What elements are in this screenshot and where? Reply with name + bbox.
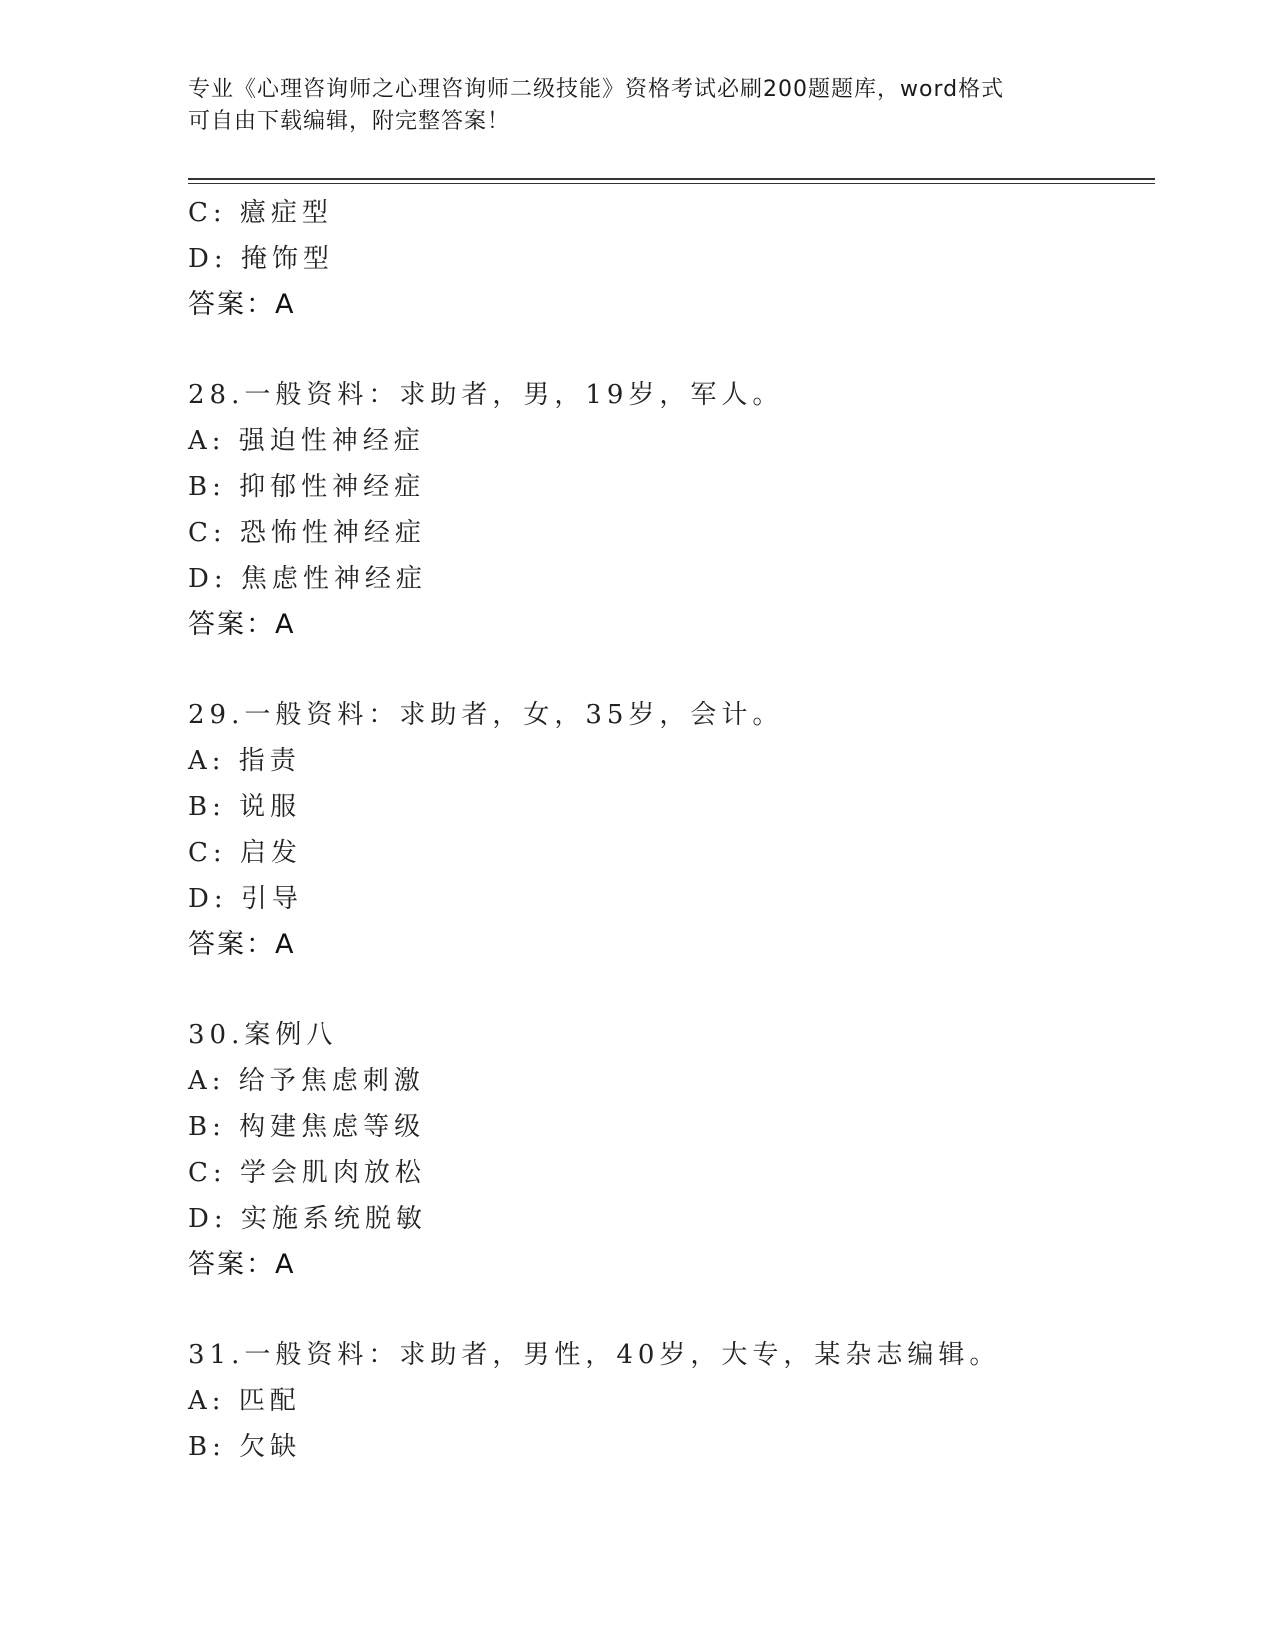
question-stem: 30.案例八 <box>188 1020 338 1050</box>
option-a: A: 指责 <box>188 746 301 776</box>
option-c: C: 恐怖性神经症 <box>188 518 426 548</box>
question-stem: 29.一般资料：求助者，女，35岁，会计。 <box>188 700 784 730</box>
header-title-line-2: 可自由下载编辑，附完整答案！ <box>188 109 511 134</box>
question-stem: 31.一般资料：求助者，男性，40岁，大专，某杂志编辑。 <box>188 1340 1001 1370</box>
question-stem: 28.一般资料：求助者，男，19岁，军人。 <box>188 380 784 410</box>
spacer <box>188 1288 1148 1332</box>
option-c: C: 启发 <box>188 838 302 868</box>
spacer <box>188 648 1148 692</box>
option-c: C: 学会肌肉放松 <box>188 1158 426 1188</box>
option-c: C: 癔症型 <box>188 198 333 228</box>
option-a: A: 匹配 <box>188 1386 301 1416</box>
answer-line: 答案：A <box>188 1249 296 1280</box>
question-block-30 <box>188 1012 1148 1288</box>
answer-line: 答案：A <box>188 289 296 320</box>
option-d: D: 焦虑性神经症 <box>188 564 427 594</box>
option-d: D: 引导 <box>188 884 303 914</box>
question-block-28 <box>188 372 1148 648</box>
question-list <box>188 190 1148 1470</box>
header-divider-thick <box>188 178 1155 180</box>
spacer <box>188 968 1148 1012</box>
option-b: B: 抑郁性神经症 <box>188 472 426 502</box>
spacer <box>188 328 1148 372</box>
option-b: B: 说服 <box>188 792 302 822</box>
header-title-line-1: 专业《心理咨询师之心理咨询师二级技能》资格考试必刷200题题库，word格式 <box>188 77 1005 102</box>
option-a: A: 给予焦虑刺激 <box>188 1066 425 1096</box>
option-d: D: 实施系统脱敏 <box>188 1204 427 1234</box>
header-divider-thin <box>188 183 1155 184</box>
option-b: B: 构建焦虑等级 <box>188 1112 426 1142</box>
page-header <box>188 74 1088 138</box>
question-block-27-continued <box>188 190 1148 328</box>
option-a: A: 强迫性神经症 <box>188 426 425 456</box>
answer-line: 答案：A <box>188 929 296 960</box>
answer-line: 答案：A <box>188 609 296 640</box>
option-b: B: 欠缺 <box>188 1432 302 1462</box>
option-d: D: 掩饰型 <box>188 244 334 274</box>
question-block-29 <box>188 692 1148 968</box>
question-block-31 <box>188 1332 1148 1470</box>
